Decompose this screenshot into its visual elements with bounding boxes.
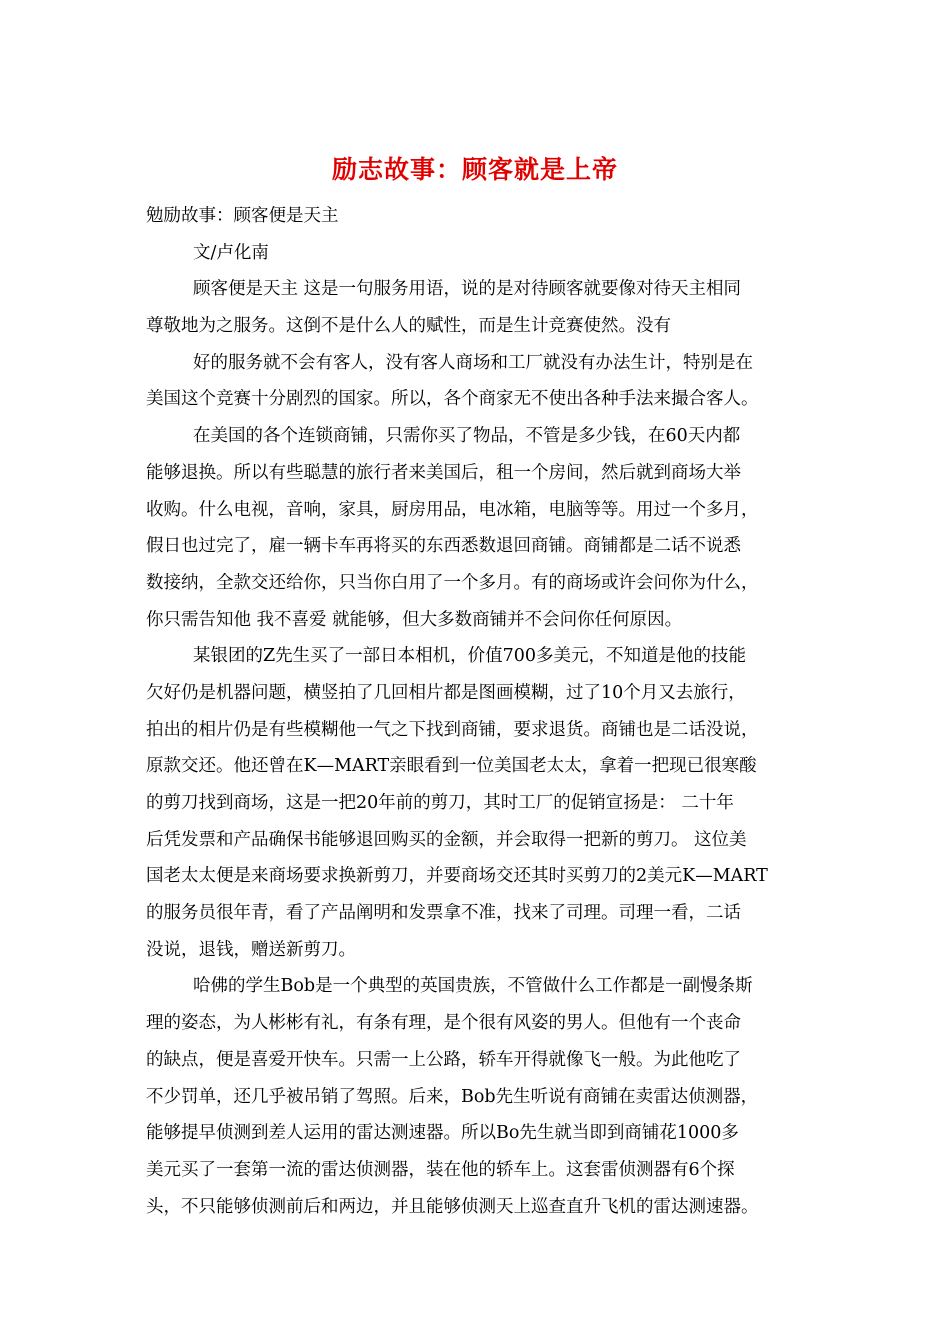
text-line: 收购。什么电视，音响，家具，厨房用品，电冰箱，电脑等等。用过一个多月， — [146, 499, 759, 520]
text-line: 头，不只能够侦测前后和两边，并且能够侦测天上巡查直升飞机的雷达测速器。 — [146, 1196, 759, 1217]
text-line: 好的服务就不会有客人，没有客人商场和工厂就没有办法生计，特别是在 — [193, 352, 753, 373]
document-title: 励志故事：顾客就是上帝 — [331, 155, 618, 184]
text-line: 在美国的各个连锁商铺，只需你买了物品，不管是多少钱，在60天内都 — [193, 426, 741, 447]
text-line: 顾客便是天主 这是一句服务用语，说的是对待顾客就要像对待天主相同 — [193, 279, 742, 300]
text-line: 美元买了一套第一流的雷达侦测器，装在他的轿车上。这套雷侦测器有6个探 — [146, 1159, 735, 1180]
text-line: 原款交还。他还曾在K—MART亲眼看到一位美国老太太，拿着一把现已很寒酸 — [146, 756, 757, 777]
text-line: 尊敬地为之服务。这倒不是什么人的赋性，而是生计竞赛使然。没有 — [146, 316, 671, 337]
text-line: 的服务员很年青，看了产品阐明和发票拿不准，找来了司理。司理一看，二话 — [146, 903, 741, 924]
text-line: 的剪刀找到商场，这是一把20年前的剪刀，其时工厂的促销宣扬是： 二十年 — [146, 793, 734, 813]
text-line: 勉励故事：顾客便是天主 — [146, 206, 339, 226]
text-line: 某银团的Z先生买了一部日本相机，价值700多美元，不知道是他的技能 — [193, 646, 747, 667]
document-body — [146, 198, 810, 1225]
text-line: 没说，退钱，赠送新剪刀。 — [146, 939, 356, 960]
text-line: 能够提早侦测到差人运用的雷达测速器。所以Bo先生就当即到商铺花1000多 — [146, 1123, 739, 1144]
text-line: 不少罚单，还几乎被吊销了驾照。后来，Bob先生听说有商铺在卖雷达侦测器， — [146, 1086, 759, 1107]
text-line: 数接纳，全款交还给你，只当你白用了一个多月。有的商场或许会问你为什么， — [146, 572, 759, 593]
text-line: 文/卢化南 — [193, 242, 269, 263]
text-line: 假日也过完了，雇一辆卡车再将买的东西悉数退回商铺。商铺都是二话不说悉 — [146, 536, 741, 557]
text-line: 的缺点，便是喜爱开快车。只需一上公路，轿车开得就像飞一般。为此他吃了 — [146, 1049, 741, 1070]
text-line: 欠好仍是机器问题，横竖拍了几回相片都是图画模糊，过了10个月又去旅行， — [146, 682, 746, 703]
text-line: 哈佛的学生Bob是一个典型的英国贵族，不管做什么工作都是一副慢条斯 — [193, 976, 753, 997]
text-line: 拍出的相片仍是有些模糊他一气之下找到商铺，要求退货。商铺也是二话没说， — [146, 719, 759, 740]
text-line: 国老太太便是来商场要求换新剪刀，并要商场交还其时买剪刀的2美元K—MART — [146, 866, 768, 887]
text-line: 后凭发票和产品确保书能够退回购买的金额，并会取得一把新的剪刀。 这位美 — [146, 829, 747, 850]
text-line: 理的姿态，为人彬彬有礼，有条有理，是个很有风姿的男人。但他有一个丧命 — [146, 1013, 741, 1034]
text-line: 美国这个竞赛十分剧烈的国家。所以，各个商家无不使出各种手法来撮合客人。 — [146, 389, 759, 410]
text-line: 能够退换。所以有些聪慧的旅行者来美国后，租一个房间，然后就到商场大举 — [146, 462, 741, 483]
text-line: 你只需告知他 我不喜爱 就能够，但大多数商铺并不会问你任何原因。 — [146, 609, 683, 630]
